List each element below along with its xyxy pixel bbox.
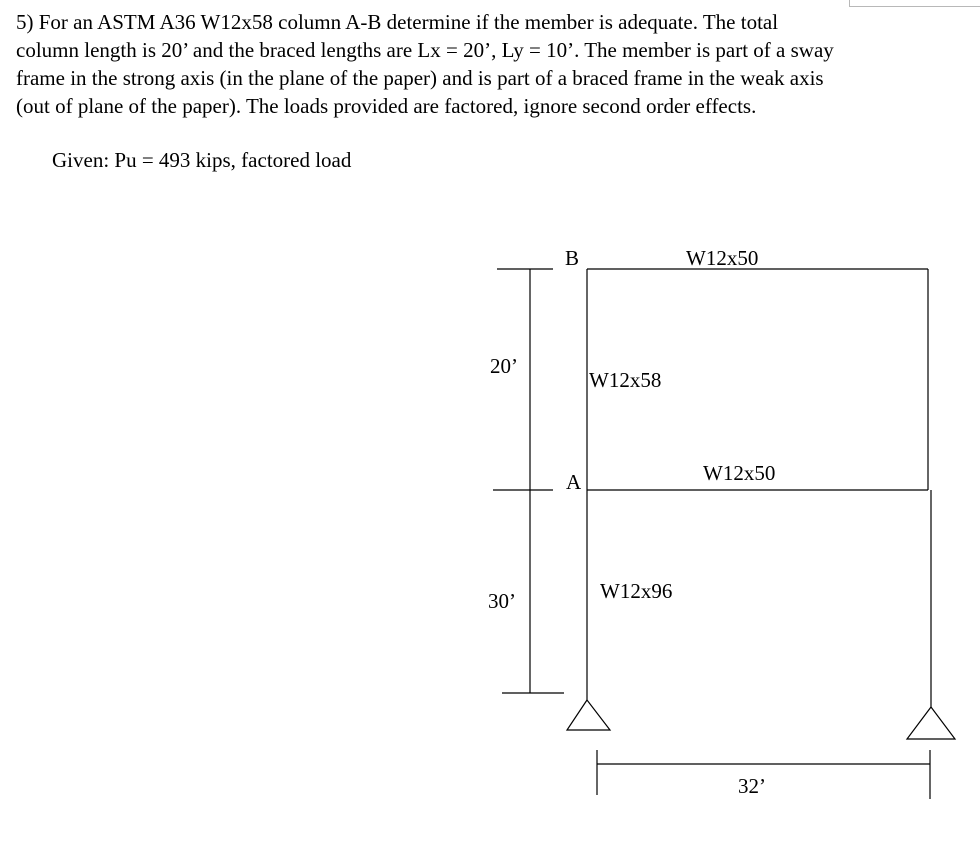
- node-b-label: B: [565, 246, 580, 270]
- left-pin-support: [567, 700, 610, 730]
- top-beam-label: W12x50: [686, 246, 759, 270]
- span-label: 32’: [738, 774, 766, 798]
- dim-upper-label: 20’: [490, 354, 518, 378]
- problem-text: 5) For an ASTM A36 W12x58 column A-B determine if the member is adequate. The total column length is 20’ and the braced lengths are Lx = 20’, Ly = 10’. The member is part of a sway frame in the strong axis (in the plane of the paper) and is part of a braced frame in the weak axis (out of plane of the paper). The loads provided are factored, ignore second order effects.: [16, 10, 834, 118]
- dim-lower-label: 30’: [488, 589, 516, 613]
- right-pin-support: [907, 707, 955, 739]
- given-line: Given: Pu = 493 kips, factored load: [52, 148, 352, 172]
- upper-column-label: W12x58: [589, 368, 662, 392]
- lower-column-label: W12x96: [600, 579, 673, 603]
- node-a-label: A: [566, 470, 582, 494]
- mid-beam-label: W12x50: [703, 461, 776, 485]
